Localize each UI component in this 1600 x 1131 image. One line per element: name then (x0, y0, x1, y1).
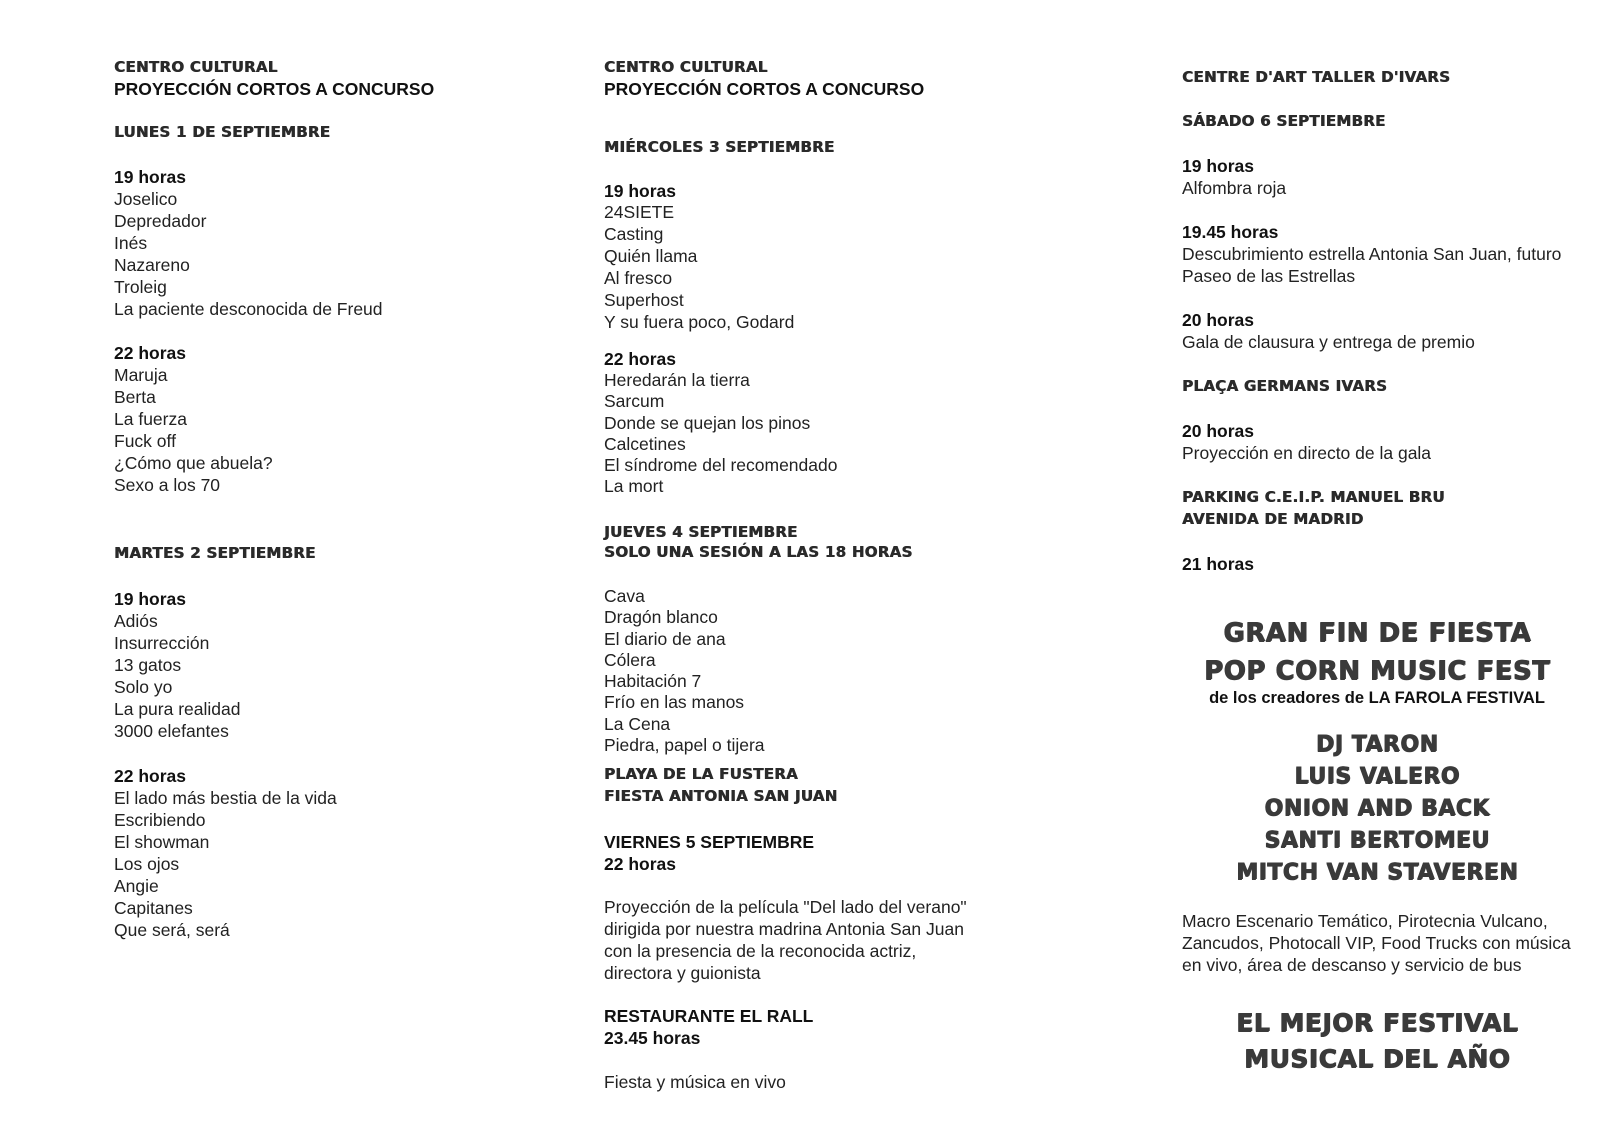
film-title: 13 gatos (114, 655, 182, 675)
film-title: Sexo a los 70 (114, 475, 221, 495)
day-heading: LUNES 1 DE SEPTIEMBRE (114, 123, 331, 141)
event-time: 20 horas (1182, 421, 1254, 441)
venue-heading: CENTRO CULTURAL (114, 58, 278, 76)
film-title: ¿Cómo que abuela? (114, 453, 273, 473)
film-title: El síndrome del recomendado (604, 455, 838, 476)
venue-heading: RESTAURANTE EL RALL (604, 1006, 814, 1026)
film-title: Escribiendo (114, 810, 206, 830)
film-title: Inés (114, 233, 148, 253)
film-title: Berta (114, 387, 156, 407)
venue-heading: CENTRE D'ART TALLER D'IVARS (1182, 68, 1451, 86)
film-title: Superhost (604, 290, 684, 310)
film-title: Solo yo (114, 677, 173, 697)
film-title: Calcetines (604, 433, 686, 454)
dj-lineup (1182, 729, 1572, 889)
dj-name: SANTI BERTOMEU (1264, 828, 1490, 853)
film-title: Cólera (604, 649, 656, 670)
film-list (604, 585, 765, 755)
film-title: La fuerza (114, 409, 187, 429)
film-title: Joselico (114, 189, 178, 209)
session-time: 22 horas (604, 349, 676, 369)
event-time: 19.45 horas (1182, 222, 1279, 242)
film-title: Los ojos (114, 854, 180, 874)
day-heading: SÁBADO 6 SEPTIEMBRE (1182, 112, 1386, 130)
event-time: 23.45 horas (604, 1028, 701, 1048)
film-title: La mort (604, 476, 664, 497)
event-description: Fiesta y música en vivo (604, 1072, 786, 1092)
event-time: 20 horas (1182, 310, 1254, 330)
film-title: Fuck off (114, 431, 176, 451)
film-list (604, 201, 794, 333)
session-time: 22 horas (114, 343, 186, 363)
film-title: Y su fuera poco, Godard (604, 312, 795, 332)
film-title: Habitación 7 (604, 671, 702, 692)
film-title: El showman (114, 832, 210, 852)
film-title: Nazareno (114, 255, 190, 275)
dj-name: DJ TARON (1315, 732, 1439, 757)
event-time: 19 horas (1182, 156, 1254, 176)
day-heading: MARTES 2 SEPTIEMBRE (114, 544, 316, 562)
film-title: Quién llama (604, 246, 698, 266)
venue-heading: PLAYA DE LA FUSTERA (604, 765, 798, 783)
session-time: 22 horas (114, 766, 186, 786)
film-title: Angie (114, 876, 159, 896)
festival-name: POP CORN MUSIC FEST (1203, 656, 1551, 686)
slogan-line: MUSICAL DEL AÑO (1243, 1044, 1511, 1073)
film-title: Frío en las manos (604, 692, 745, 713)
film-list (604, 369, 837, 497)
film-list (114, 610, 240, 742)
event-description: Gala de clausura y entrega de premio (1182, 332, 1475, 352)
film-title: El lado más bestia de la vida (114, 788, 337, 808)
film-title: Piedra, papel o tijera (604, 735, 765, 756)
film-title: Sarcum (604, 391, 665, 412)
venue-heading: AVENIDA DE MADRID (1182, 510, 1364, 528)
event-time: 21 horas (1182, 554, 1254, 574)
finale-title: GRAN FIN DE FIESTA (1223, 618, 1531, 648)
festival-description: Macro Escenario Temático, Pirotecnia Vulcano, Zancudos, Photocall VIP, Food Trucks con música en vivo, área de descanso y servicio de bus (1182, 911, 1571, 975)
film-title: Dragón blanco (604, 607, 718, 628)
film-title: El diario de ana (604, 628, 726, 649)
film-title: Al fresco (604, 268, 673, 288)
festival-creators: de los creadores de LA FAROLA FESTIVAL (1209, 689, 1545, 707)
film-title: 3000 elefantes (114, 721, 229, 741)
slogan-line: EL MEJOR FESTIVAL (1235, 1008, 1519, 1037)
dj-name: MITCH VAN STAVEREN (1235, 860, 1519, 885)
event-description: Descubrimiento estrella Antonia San Juan, futuro Paseo de las Estrellas (1182, 244, 1562, 286)
day-heading: MIÉRCOLES 3 SEPTIEMBRE (604, 138, 835, 156)
event-heading: FIESTA ANTONIA SAN JUAN (604, 787, 838, 805)
film-title: Adiós (114, 611, 158, 631)
film-title: Insurrección (114, 633, 210, 653)
event-description: Proyección en directo de la gala (1182, 443, 1432, 463)
event-description: Proyección de la película "Del lado del verano" dirigida por nuestra madrina Antonia San Juan con la presencia de la reconocida actriz, directora y guionista (604, 897, 967, 983)
film-title: Maruja (114, 365, 168, 385)
film-title: Casting (604, 224, 664, 244)
film-list (114, 787, 337, 941)
film-title: Troleig (114, 277, 167, 297)
film-title: La paciente desconocida de Freud (114, 299, 383, 319)
film-list (114, 364, 273, 496)
event-description: Alfombra roja (1182, 178, 1287, 198)
session-time: 19 horas (114, 589, 186, 609)
film-list (114, 188, 383, 320)
film-title: Cava (604, 586, 645, 606)
film-title: La Cena (604, 713, 671, 734)
film-title: La pura realidad (114, 699, 241, 719)
film-title: 24SIETE (604, 202, 675, 222)
session-time: 19 horas (604, 181, 676, 201)
film-title: Depredador (114, 211, 207, 231)
venue-heading: PARKING C.E.I.P. MANUEL BRU (1182, 488, 1445, 506)
film-title: Heredarán la tierra (604, 370, 750, 390)
section-subtitle: PROYECCIÓN CORTOS A CONCURSO (604, 79, 925, 99)
dj-name: LUIS VALERO (1294, 764, 1460, 789)
dj-name: ONION AND BACK (1264, 796, 1490, 821)
event-time: 22 horas (604, 854, 676, 874)
event-day: VIERNES 5 SEPTIEMBRE (604, 832, 815, 852)
film-title: Que será, será (114, 920, 230, 940)
session-note: SOLO UNA SESIÓN A LAS 18 HORAS (604, 543, 913, 561)
session-time: 19 horas (114, 167, 186, 187)
film-title: Donde se quejan los pinos (604, 412, 811, 433)
film-title: Capitanes (114, 898, 193, 918)
venue-heading: PLAÇA GERMANS IVARS (1182, 377, 1388, 395)
section-subtitle: PROYECCIÓN CORTOS A CONCURSO (114, 79, 435, 99)
day-heading: JUEVES 4 SEPTIEMBRE (604, 523, 798, 541)
venue-heading: CENTRO CULTURAL (604, 58, 768, 76)
